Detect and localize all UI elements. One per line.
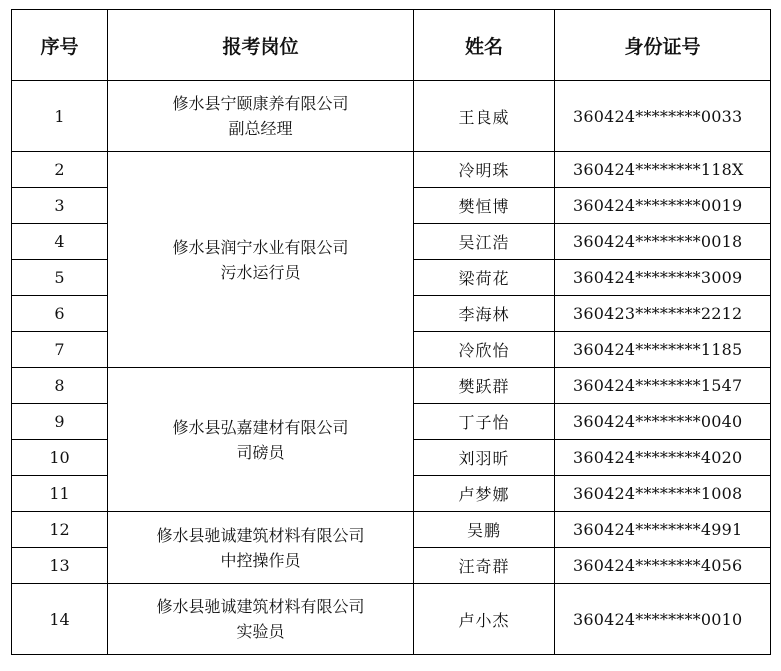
id-cell: 360424********0019 (555, 188, 771, 224)
position-role: 中控操作员 (220, 550, 301, 570)
seq-cell: 13 (12, 548, 108, 584)
name-cell: 王良威 (414, 81, 555, 152)
seq-cell: 11 (12, 476, 108, 512)
seq-cell: 8 (12, 368, 108, 404)
header-position: 报考岗位 (108, 10, 414, 81)
id-cell: 360424********4991 (555, 512, 771, 548)
id-cell: 360424********1185 (555, 332, 771, 368)
seq-cell: 3 (12, 188, 108, 224)
table-row (12, 81, 771, 152)
name-cell: 吴鹏 (414, 512, 555, 548)
table-row (12, 584, 771, 655)
table-row (12, 512, 771, 548)
name-cell: 梁荷花 (414, 260, 555, 296)
id-cell: 360424********4020 (555, 440, 771, 476)
table-row (12, 368, 771, 404)
position-cell (108, 584, 414, 655)
id-cell: 360424********1547 (555, 368, 771, 404)
seq-cell: 14 (12, 584, 108, 655)
candidate-table (11, 9, 771, 655)
header-name: 姓名 (414, 10, 555, 81)
id-cell: 360424********3009 (555, 260, 771, 296)
name-cell: 樊恒博 (414, 188, 555, 224)
header-id: 身份证号 (555, 10, 771, 81)
position-cell (108, 152, 414, 368)
seq-cell: 1 (12, 81, 108, 152)
name-cell: 刘羽昕 (414, 440, 555, 476)
position-role: 司磅员 (236, 442, 285, 462)
name-cell: 冷欣怡 (414, 332, 555, 368)
id-cell: 360424********1008 (555, 476, 771, 512)
position-cell (108, 512, 414, 584)
name-cell: 卢梦娜 (414, 476, 555, 512)
position-cell (108, 81, 414, 152)
position-company: 修水县润宁水业有限公司 (172, 237, 349, 257)
position-company: 修水县驰诚建筑材料有限公司 (156, 597, 365, 616)
seq-cell: 7 (12, 332, 108, 368)
seq-cell: 6 (12, 296, 108, 332)
header-seq: 序号 (12, 10, 108, 81)
seq-cell: 5 (12, 260, 108, 296)
name-cell: 冷明珠 (414, 152, 555, 188)
position-company: 修水县宁颐康养有限公司 (172, 94, 349, 113)
id-cell: 360424********0033 (555, 81, 771, 152)
seq-cell: 12 (12, 512, 108, 548)
seq-cell: 2 (12, 152, 108, 188)
position-company: 修水县弘嘉建材有限公司 (172, 417, 349, 437)
id-cell: 360424********0010 (555, 584, 771, 655)
name-cell: 李海林 (414, 296, 555, 332)
name-cell: 丁子怡 (414, 404, 555, 440)
name-cell: 卢小杰 (414, 584, 555, 655)
id-cell: 360424********4056 (555, 548, 771, 584)
seq-cell: 9 (12, 404, 108, 440)
header-row (12, 10, 771, 81)
position-role: 实验员 (236, 622, 285, 641)
seq-cell: 10 (12, 440, 108, 476)
id-cell: 360424********0018 (555, 224, 771, 260)
name-cell: 吴江浩 (414, 224, 555, 260)
position-cell (108, 368, 414, 512)
position-role: 污水运行员 (220, 262, 301, 282)
id-cell: 360424********118X (555, 152, 771, 188)
id-cell: 360424********0040 (555, 404, 771, 440)
id-cell: 360423********2212 (555, 296, 771, 332)
position-role: 副总经理 (228, 119, 293, 138)
name-cell: 樊跃群 (414, 368, 555, 404)
name-cell: 汪奇群 (414, 548, 555, 584)
table-row (12, 152, 771, 188)
position-company: 修水县驰诚建筑材料有限公司 (156, 525, 365, 545)
seq-cell: 4 (12, 224, 108, 260)
